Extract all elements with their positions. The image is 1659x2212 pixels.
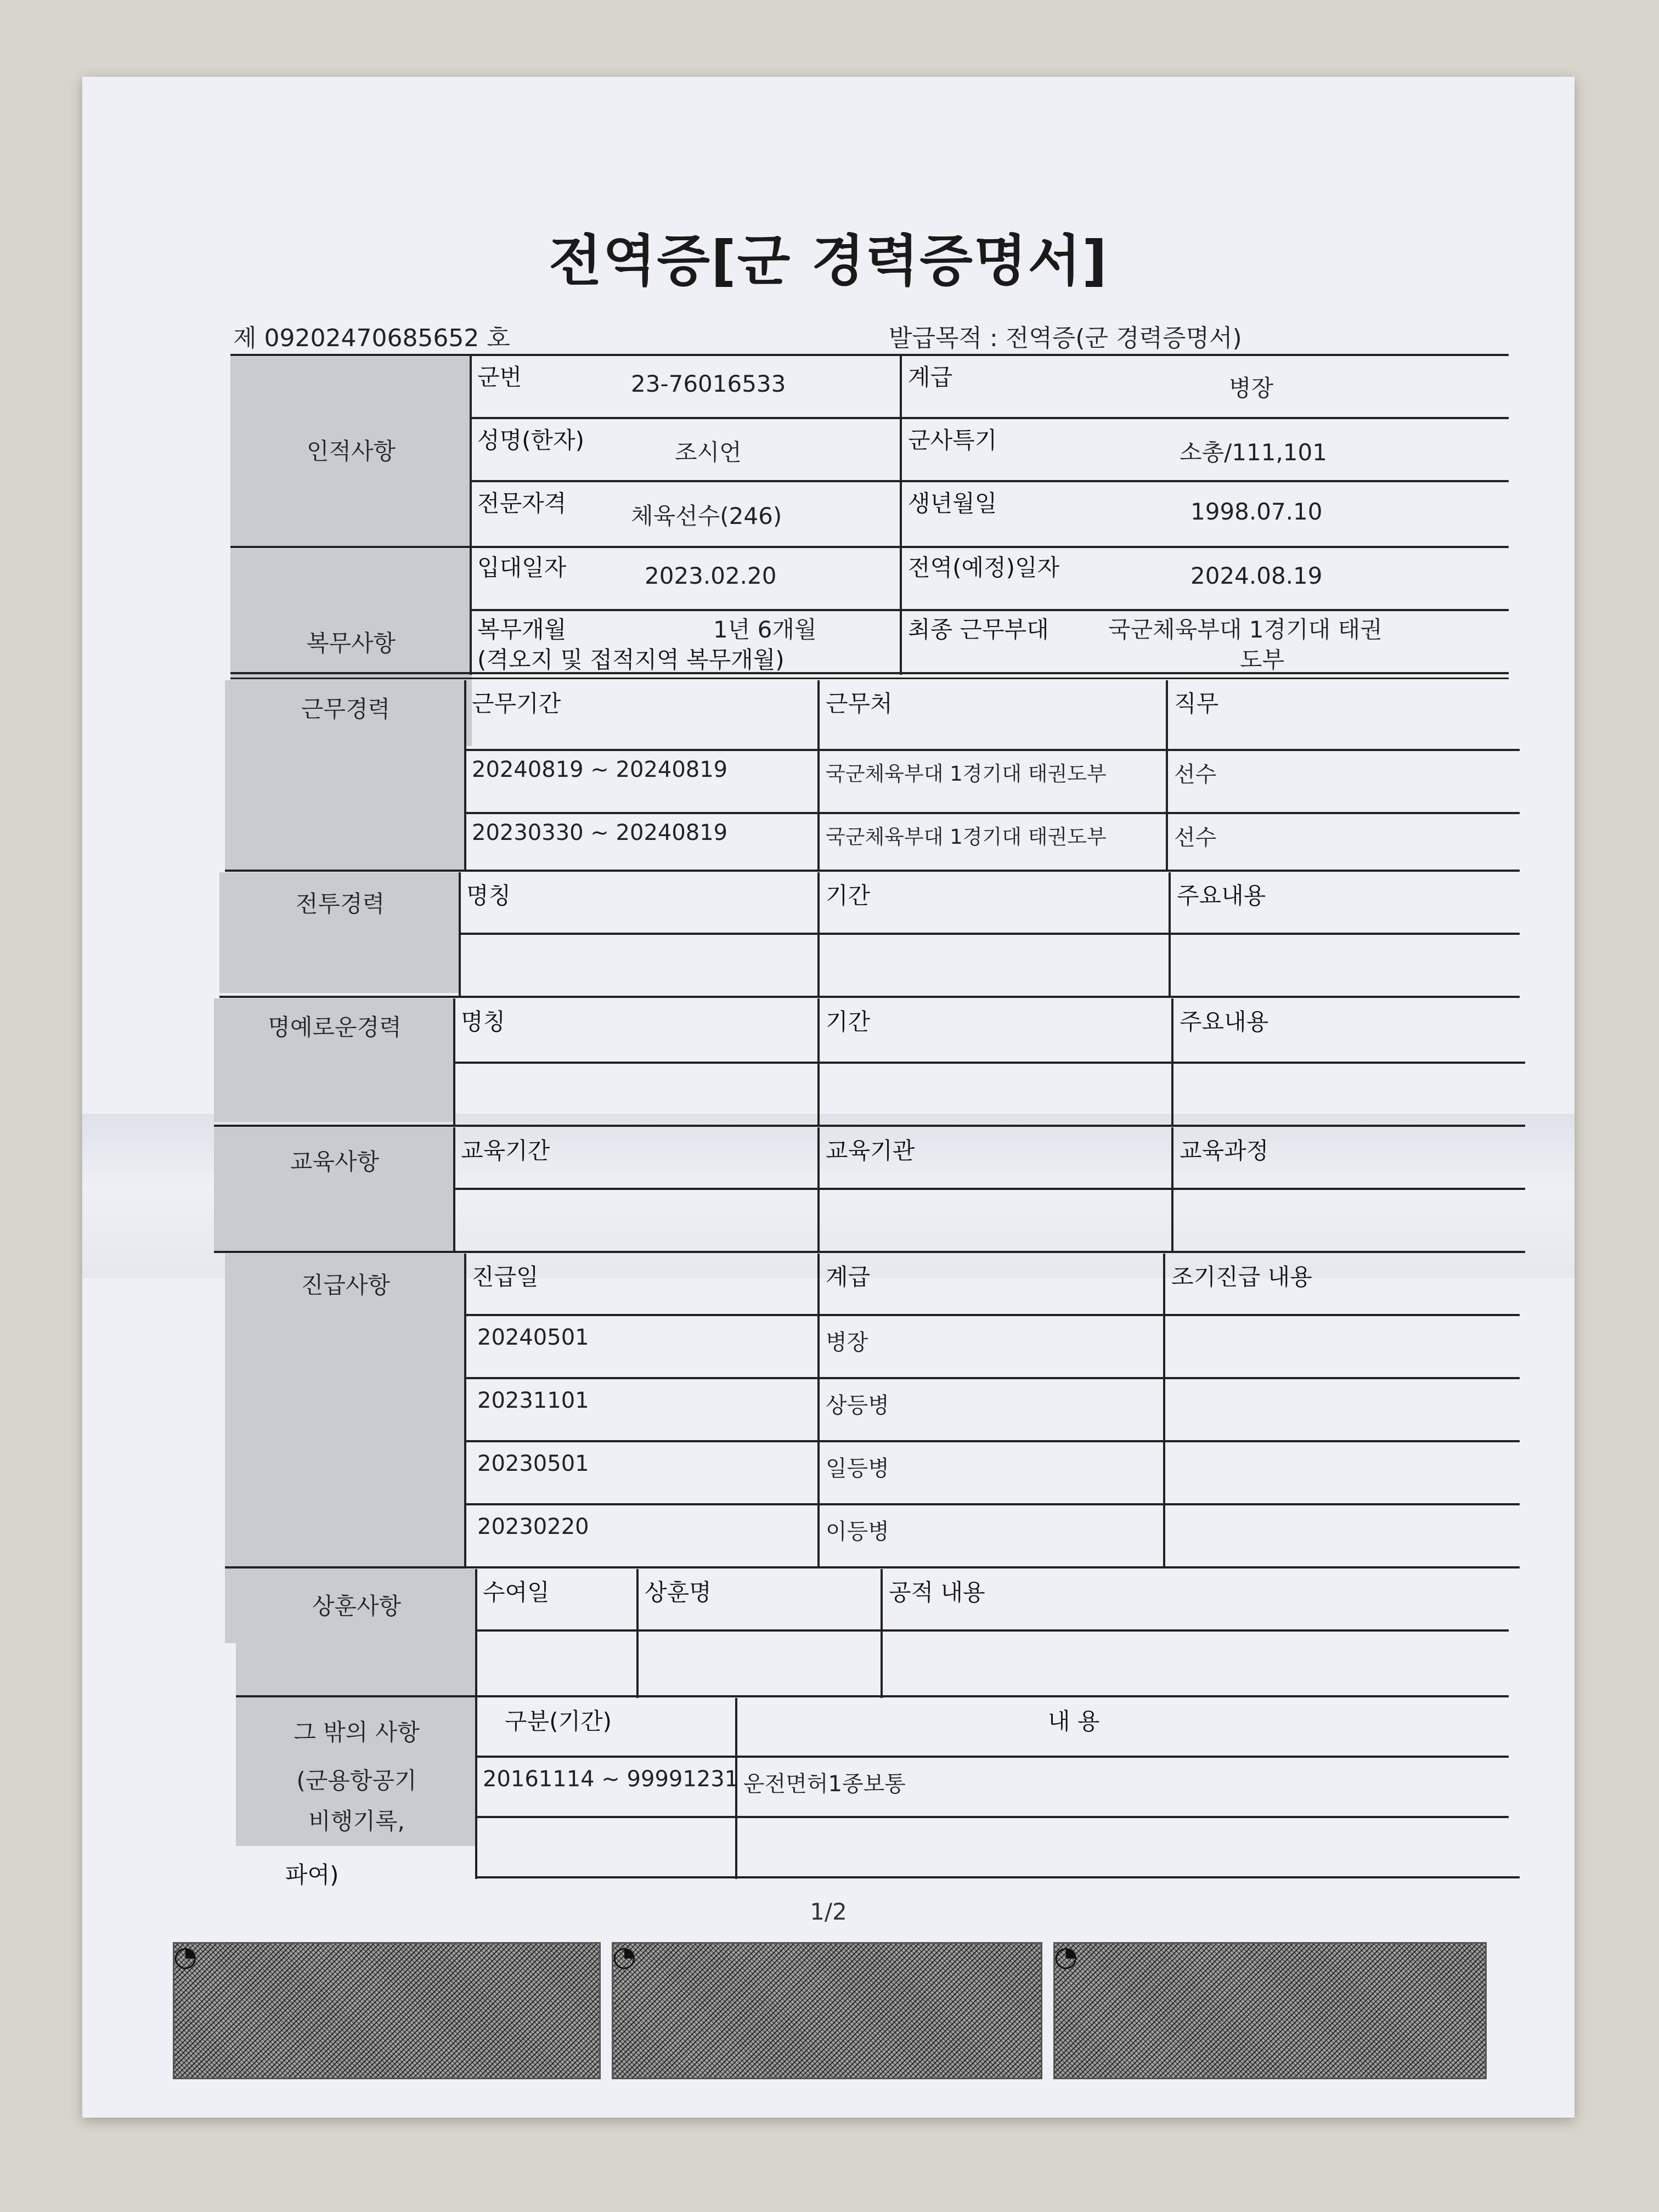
security-pattern-left — [173, 1942, 601, 2079]
unit-label: 최종 근무부대 — [908, 616, 1049, 643]
document-number: 제 09202470685652 호 — [233, 324, 510, 352]
final-unit-line2: 도부 — [1240, 646, 1285, 673]
career-row2-duty: 선수 — [1174, 825, 1217, 850]
final-unit-line1: 국군체육부대 1경기대 태권 — [1108, 616, 1383, 643]
promotion-row1-rank: 병장 — [826, 1330, 868, 1355]
issue-purpose: 발급목적 : 전역증(군 경력증명서) — [889, 324, 1242, 352]
months-label: 복무개월 — [477, 616, 567, 643]
enlist-date: 2023.02.20 — [645, 562, 777, 589]
rank-label: 계급 — [908, 364, 953, 391]
service-months: 1년 6개월 — [713, 616, 817, 643]
career-row2-place: 국군체육부대 1경기대 태권도부 — [826, 825, 1107, 849]
name: 조시언 — [675, 439, 742, 466]
education-header-institution: 교육기관 — [826, 1137, 915, 1164]
career-row1-period: 20240819 ~ 20240819 — [472, 757, 728, 782]
corner-mark-icon: ◔ — [173, 1940, 198, 1972]
other-header-period: 구분(기간) — [505, 1708, 612, 1735]
combat-header-period: 기간 — [826, 882, 871, 909]
security-pattern-right — [1053, 1942, 1487, 2079]
combat-header-name: 명칭 — [466, 882, 511, 909]
section-honor: 명예로운경력 — [214, 998, 455, 1122]
months-sub-label: (격오지 및 접적지역 복무개월) — [477, 646, 785, 673]
career-row1-place: 국군체육부대 1경기대 태권도부 — [826, 762, 1107, 786]
section-other-line4: 파여) — [285, 1861, 339, 1888]
promotion-row4-rank: 이등병 — [826, 1519, 889, 1544]
birth-label: 생년월일 — [908, 490, 997, 517]
career-header-duty: 직무 — [1174, 690, 1219, 717]
service-number: 23-76016533 — [631, 370, 786, 397]
career-header-period: 근무기간 — [472, 690, 561, 717]
qualification-label: 전문자격 — [477, 490, 567, 517]
promotion-row4-date: 20230220 — [477, 1514, 589, 1539]
awards-header-merit: 공적 내용 — [889, 1579, 985, 1606]
birth-date: 1998.07.10 — [1190, 498, 1323, 525]
discharge-date: 2024.08.19 — [1190, 562, 1323, 589]
security-pattern-middle — [612, 1942, 1042, 2079]
section-service: 복무사항 — [230, 549, 472, 746]
specialty: 소총/111,101 — [1180, 439, 1327, 466]
section-awards: 상훈사항 — [236, 1569, 477, 1698]
corner-mark-icon: ◔ — [1054, 1940, 1078, 1972]
education-header-course: 교육과정 — [1180, 1137, 1269, 1164]
promotion-row2-rank: 상등병 — [826, 1393, 889, 1418]
promotion-header-date: 진급일 — [472, 1263, 539, 1290]
awards-header-date: 수여일 — [483, 1579, 550, 1606]
other-row-content: 운전면허1종보통 — [743, 1771, 906, 1797]
promotion-row1-date: 20240501 — [477, 1325, 589, 1350]
awards-header-name: 상훈명 — [645, 1579, 712, 1606]
certificate-paper — [82, 77, 1575, 2118]
corner-mark-icon: ◔ — [612, 1940, 636, 1972]
career-row1-duty: 선수 — [1174, 762, 1217, 787]
enlist-label: 입대일자 — [477, 554, 567, 581]
section-personal: 인적사항 — [230, 357, 472, 546]
career-row2-period: 20230330 ~ 20240819 — [472, 820, 728, 845]
honor-header-name: 명칭 — [461, 1008, 506, 1035]
qualification: 체육선수(246) — [631, 503, 782, 529]
promotion-header-rank: 계급 — [826, 1263, 871, 1290]
other-row-period: 20161114 ~ 99991231 — [483, 1767, 739, 1792]
specialty-label: 군사특기 — [908, 427, 997, 454]
education-header-period: 교육기간 — [461, 1137, 550, 1164]
section-other: 그 밖의 사항 (군용항공기 비행기록, — [236, 1698, 477, 1846]
section-promotion: 진급사항 — [225, 1254, 466, 1643]
section-education: 교육사항 — [214, 1127, 455, 1251]
document-title: 전역증[군 경력증명서] — [549, 229, 1108, 293]
other-header-content: 내 용 — [1048, 1708, 1100, 1735]
promotion-row2-date: 20231101 — [477, 1388, 589, 1413]
name-label: 성명(한자) — [477, 427, 585, 454]
promotion-header-early: 조기진급 내용 — [1171, 1263, 1312, 1290]
honor-header-content: 주요내용 — [1180, 1008, 1269, 1035]
page-number: 1/2 — [810, 1898, 847, 1925]
discharge-label: 전역(예정)일자 — [908, 554, 1060, 581]
promotion-row3-rank: 일등병 — [826, 1456, 889, 1481]
rank: 병장 — [1229, 375, 1274, 402]
promotion-row3-date: 20230501 — [477, 1451, 589, 1476]
combat-header-content: 주요내용 — [1177, 882, 1266, 909]
honor-header-period: 기간 — [826, 1008, 871, 1035]
service-number-label: 군번 — [477, 364, 522, 391]
career-header-place: 근무처 — [826, 690, 893, 717]
section-career: 근무경력 — [225, 680, 466, 870]
section-combat: 전투경력 — [219, 872, 461, 993]
